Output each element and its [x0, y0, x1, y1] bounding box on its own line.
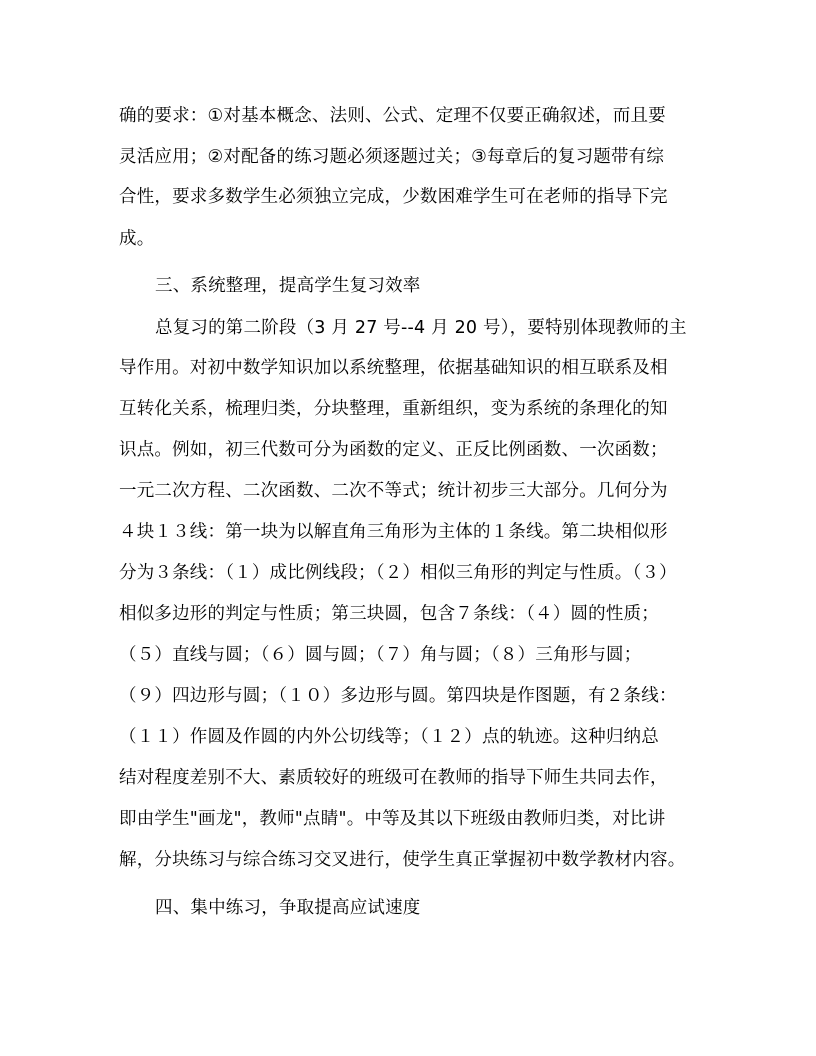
section-heading-3: 三、系统整理，提高学生复习效率	[155, 276, 421, 296]
body-text-line: （５）直线与圆；（６）圆与圆；（７）角与圆；（８）三角形与圆；	[119, 645, 642, 665]
body-text-line: 合性，要求多数学生必须独立完成，少数困难学生可在老师的指导下完	[119, 187, 668, 207]
body-text-line: 相似多边形的判定与性质；第三块圆，包含７条线：（４）圆的性质；	[119, 604, 659, 624]
body-text-line: 导作用。对初中数学知识加以系统整理，依据基础知识的相互联系及相	[119, 358, 668, 378]
body-text-line: 总复习的第二阶段（3 月 27 号--4 月 20 号），要特别体现教师的主	[155, 318, 687, 338]
section-heading-4: 四、集中练习，争取提高应试速度	[155, 898, 421, 918]
body-text-line: 分为３条线：（１）成比例线段；（２）相似三角形的判定与性质。（３）	[119, 563, 677, 583]
body-text-line: 解，分块练习与综合练习交叉进行，使学生真正掌握初中数学教材内容。	[119, 850, 686, 870]
body-text-line: （９）四边形与圆；（１０）多边形与圆。第四块是作图题，有２条线：	[119, 686, 677, 706]
body-text-line: 一元二次方程、二次函数、二次不等式；统计初步三大部分。几何分为	[119, 481, 668, 501]
body-text-line: 成。	[119, 229, 155, 249]
body-text-line: 确的要求：①对基本概念、法则、公式、定理不仅要正确叙述，而且要	[119, 106, 666, 126]
body-text-line: 识点。例如，初三代数可分为函数的定义、正反比例函数、一次函数；	[119, 440, 668, 460]
body-text-line: 互转化关系，梳理归类，分块整理，重新组织，变为系统的条理化的知	[119, 399, 668, 419]
body-text-line: （１１）作圆及作圆的内外公切线等；（１２）点的轨迹。这种归纳总	[119, 727, 659, 747]
body-text-line: ４块１３线：第一块为以解直角三角形为主体的１条线。第二块相似形	[119, 522, 668, 542]
body-text-line: 即由学生"画龙"，教师"点睛"。中等及其以下班级由教师归类，对比讲	[119, 809, 666, 829]
body-text-line: 结对程度差别不大、素质较好的班级可在教师的指导下师生共同去作，	[119, 768, 668, 788]
body-text-line: 灵活应用；②对配备的练习题必须逐题过关；③每章后的复习题带有综	[119, 147, 665, 167]
